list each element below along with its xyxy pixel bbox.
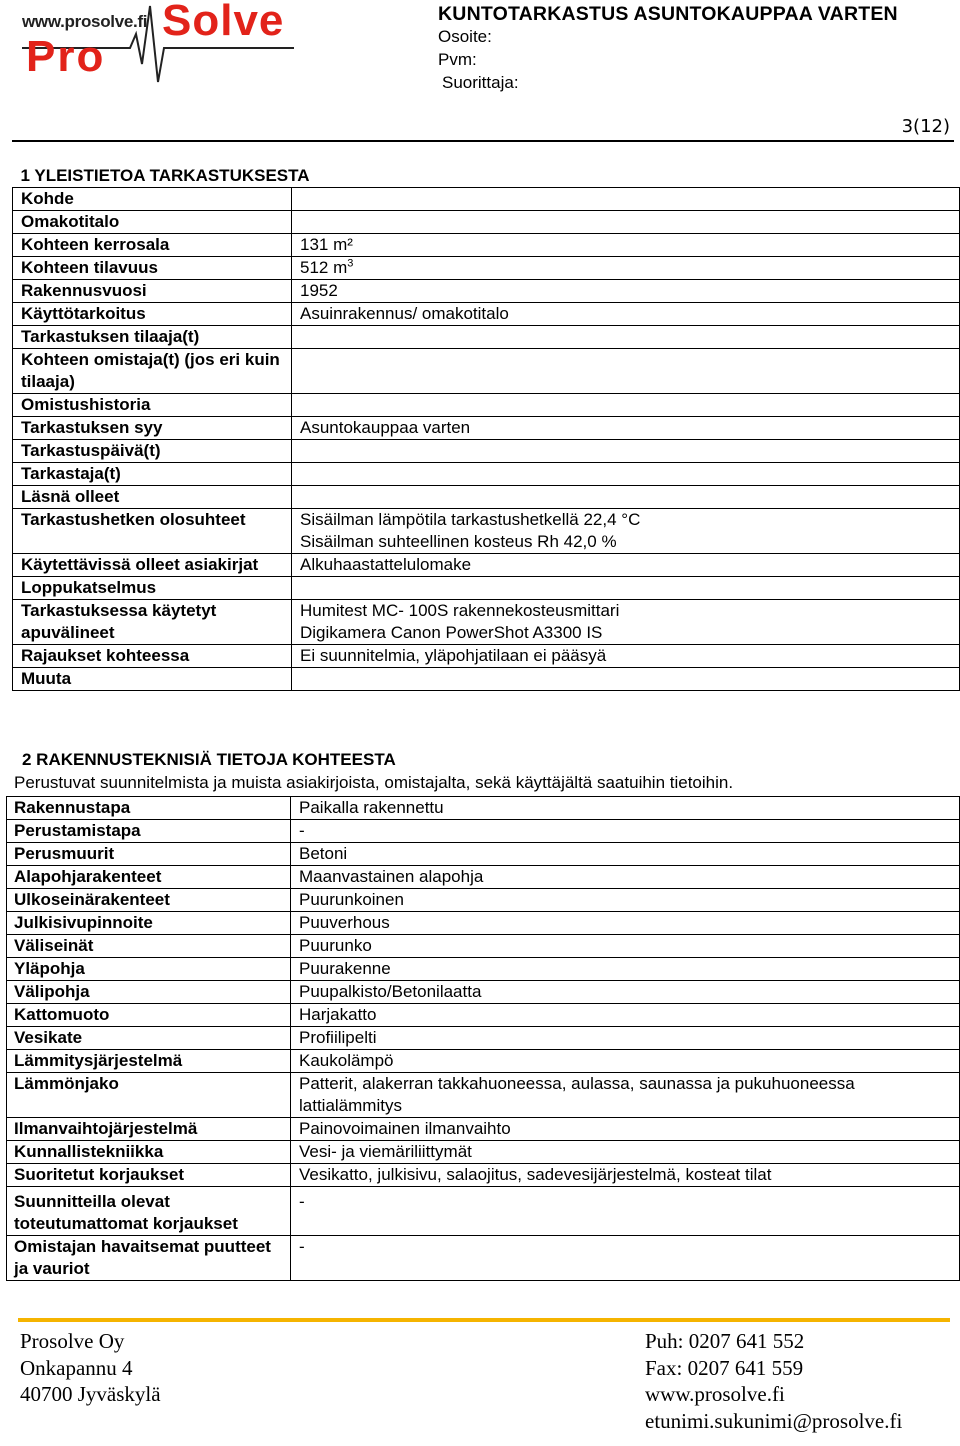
row-value [292, 394, 960, 417]
table-row [7, 1004, 960, 1027]
row-label: Käyttötarkoitus [13, 303, 292, 326]
row-label: Muuta [13, 668, 292, 691]
section2-title: 2 RAKENNUSTEKNISIÄ TIETOJA KOHTEESTA [22, 750, 396, 769]
row-label: Tarkastuksessa käytetyt apuvälineet [13, 600, 292, 645]
row-value: Painovoimainen ilmanvaihto [291, 1118, 960, 1141]
table-row [13, 257, 960, 280]
row-label: Suoritetut korjaukset [7, 1164, 291, 1187]
row-label: Suunnitteilla olevat toteutumattomat korjaukset [7, 1187, 291, 1236]
table-row [7, 912, 960, 935]
row-label: Lämmönjako [7, 1073, 291, 1118]
row-label: Ilmanvaihtojärjestelmä [7, 1118, 291, 1141]
table-row [7, 889, 960, 912]
row-value [292, 349, 960, 394]
footer-address [20, 1328, 161, 1408]
row-value: Puuverhous [291, 912, 960, 935]
table-row [13, 463, 960, 486]
row-label: Tarkastuksen syy [13, 417, 292, 440]
row-value: Harjakatto [291, 1004, 960, 1027]
row-label: Tarkastushetken olosuhteet [13, 509, 292, 554]
row-value [292, 668, 960, 691]
company-logo [22, 0, 294, 84]
row-label: Väliseinät [7, 935, 291, 958]
table-row [7, 1141, 960, 1164]
row-label: Ulkoseinärakenteet [7, 889, 291, 912]
table-row [13, 211, 960, 234]
row-value: - [291, 1236, 960, 1281]
row-value: Asuinrakennus/ omakotitalo [292, 303, 960, 326]
row-label: Omakotitalo [13, 211, 292, 234]
conditions-temperature: Sisäilman lämpötila tarkastushetkellä 22,4 °C [300, 510, 641, 529]
row-value: Puurunko [291, 935, 960, 958]
row-value: - [291, 1187, 960, 1236]
footer-divider [18, 1318, 950, 1322]
table-row [13, 303, 960, 326]
row-value: Maanvastainen alapohja [291, 866, 960, 889]
report-title: KUNTOTARKASTUS ASUNTOKAUPPAA VARTEN [438, 3, 898, 25]
row-value: Profiilipelti [291, 1027, 960, 1050]
table-row [13, 440, 960, 463]
conditions-humidity: Sisäilman suhteellinen kosteus Rh 42,0 % [300, 532, 617, 551]
date-label: Pvm: [438, 50, 477, 69]
table-row [13, 326, 960, 349]
table-row [13, 417, 960, 440]
page-number: 3(12) [901, 116, 950, 137]
section2-subtitle: Perustuvat suunnitelmista ja muista asiakirjoista, omistajalta, sekä käyttäjältä saatuihin tietoihin. [14, 773, 734, 792]
row-label: Kohteen kerrosala [13, 234, 292, 257]
table-row [7, 981, 960, 1004]
table-row [13, 577, 960, 600]
row-label: Omistushistoria [13, 394, 292, 417]
tool-moisture-meter: Humitest MC- 100S rakennekosteusmittari [300, 601, 620, 620]
table-row [7, 820, 960, 843]
row-value [292, 463, 960, 486]
row-value [292, 211, 960, 234]
row-value: Alkuhaastattelulomake [292, 554, 960, 577]
row-label: Perusmuurit [7, 843, 291, 866]
section1-title: 1 YLEISTIETOA TARKASTUKSESTA [13, 163, 960, 188]
row-value: Vesi- ja viemäriliittymät [291, 1141, 960, 1164]
row-label: Rakennustapa [7, 797, 291, 820]
general-info-table [12, 163, 960, 691]
row-value [292, 577, 960, 600]
volume-superscript: 3 [347, 257, 354, 270]
row-value: Puupalkisto/Betonilaatta [291, 981, 960, 1004]
row-value [292, 257, 960, 280]
table-row [13, 600, 960, 645]
table-row [7, 797, 960, 820]
row-value: Ei suunnitelmia, yläpohjatilaan ei pääsyä [292, 645, 960, 668]
row-label: Rajaukset kohteessa [13, 645, 292, 668]
row-value [292, 326, 960, 349]
row-value [292, 486, 960, 509]
row-value [292, 509, 960, 554]
footer-phone: Puh: 0207 641 552 [645, 1329, 805, 1353]
logo-brand-solve: Solve [162, 0, 285, 45]
row-value [292, 600, 960, 645]
table-row [7, 843, 960, 866]
table-row [7, 1236, 960, 1281]
tool-camera: Digikamera Canon PowerShot A3300 IS [300, 623, 603, 642]
footer-email-link[interactable]: etunimi.sukunimi@prosolve.fi [645, 1408, 903, 1433]
table-row [7, 1027, 960, 1050]
building-info-table [6, 796, 960, 1281]
row-label: Tarkastuspäivä(t) [13, 440, 292, 463]
row-label: Läsnä olleet [13, 486, 292, 509]
row-value: 131 m² [292, 234, 960, 257]
table-row [13, 349, 960, 394]
header-divider [12, 140, 954, 142]
table-row [13, 554, 960, 577]
table-row [13, 668, 960, 691]
row-value: Kaukolämpö [291, 1050, 960, 1073]
table-row [13, 645, 960, 668]
table-row [7, 1073, 960, 1118]
row-value: - [291, 820, 960, 843]
inspector-label: Suorittaja: [442, 73, 519, 92]
row-label: Tarkastaja(t) [13, 463, 292, 486]
footer-city: 40700 Jyväskylä [20, 1382, 161, 1406]
row-label: Omistajan havaitsemat puutteet ja vauriot [7, 1236, 291, 1281]
row-label: Alapohjarakenteet [7, 866, 291, 889]
table-row [7, 958, 960, 981]
volume-value: 512 m [300, 258, 348, 277]
footer-contact [645, 1328, 902, 1434]
row-label: Lämmitysjärjestelmä [7, 1050, 291, 1073]
footer-fax: Fax: 0207 641 559 [645, 1355, 804, 1380]
table-row [7, 866, 960, 889]
table-row [7, 1164, 960, 1187]
table-row [7, 1187, 960, 1236]
row-label: Välipohja [7, 981, 291, 1004]
table-row [7, 1050, 960, 1073]
row-label: Rakennusvuosi [13, 280, 292, 303]
row-value: Puurunkoinen [291, 889, 960, 912]
row-label: Vesikate [7, 1027, 291, 1050]
row-label: Kattomuoto [7, 1004, 291, 1027]
row-value: Asuntokauppaa varten [292, 417, 960, 440]
subject-value [292, 188, 960, 211]
footer-company: Prosolve Oy [20, 1329, 125, 1353]
footer-street: Onkapannu 4 [20, 1355, 133, 1380]
row-label: Perustamistapa [7, 820, 291, 843]
table-row [13, 280, 960, 303]
row-value: Vesikatto, julkisivu, salaojitus, sadevesijärjestelmä, kosteat tilat [291, 1164, 960, 1187]
table-row [7, 935, 960, 958]
row-label: Loppukatselmus [13, 577, 292, 600]
row-value: Puurakenne [291, 958, 960, 981]
row-value: 1952 [292, 280, 960, 303]
table-row [13, 486, 960, 509]
row-value: Betoni [291, 843, 960, 866]
row-value: Paikalla rakennettu [291, 797, 960, 820]
footer-web-link[interactable]: www.prosolve.fi [645, 1382, 785, 1406]
logo-brand-pro: Pro [26, 32, 106, 81]
table-row [13, 394, 960, 417]
address-label: Osoite: [438, 27, 492, 46]
row-label: Kohteen tilavuus [13, 257, 292, 280]
table-row [13, 234, 960, 257]
row-label: Yläpohja [7, 958, 291, 981]
logo-url-text: www.prosolve.fi [22, 12, 148, 31]
table-row [13, 509, 960, 554]
row-label: Tarkastuksen tilaaja(t) [13, 326, 292, 349]
subject-label: Kohde [13, 188, 292, 211]
row-value [292, 440, 960, 463]
row-label: Kunnallistekniikka [7, 1141, 291, 1164]
row-value: Patterit, alakerran takkahuoneessa, aulassa, saunassa ja pukuhuoneessa lattialämmitys [291, 1073, 960, 1118]
table-row [7, 1118, 960, 1141]
row-label: Kohteen omistaja(t) (jos eri kuin tilaaja) [13, 349, 292, 394]
row-label: Käytettävissä olleet asiakirjat [13, 554, 292, 577]
row-label: Julkisivupinnoite [7, 912, 291, 935]
